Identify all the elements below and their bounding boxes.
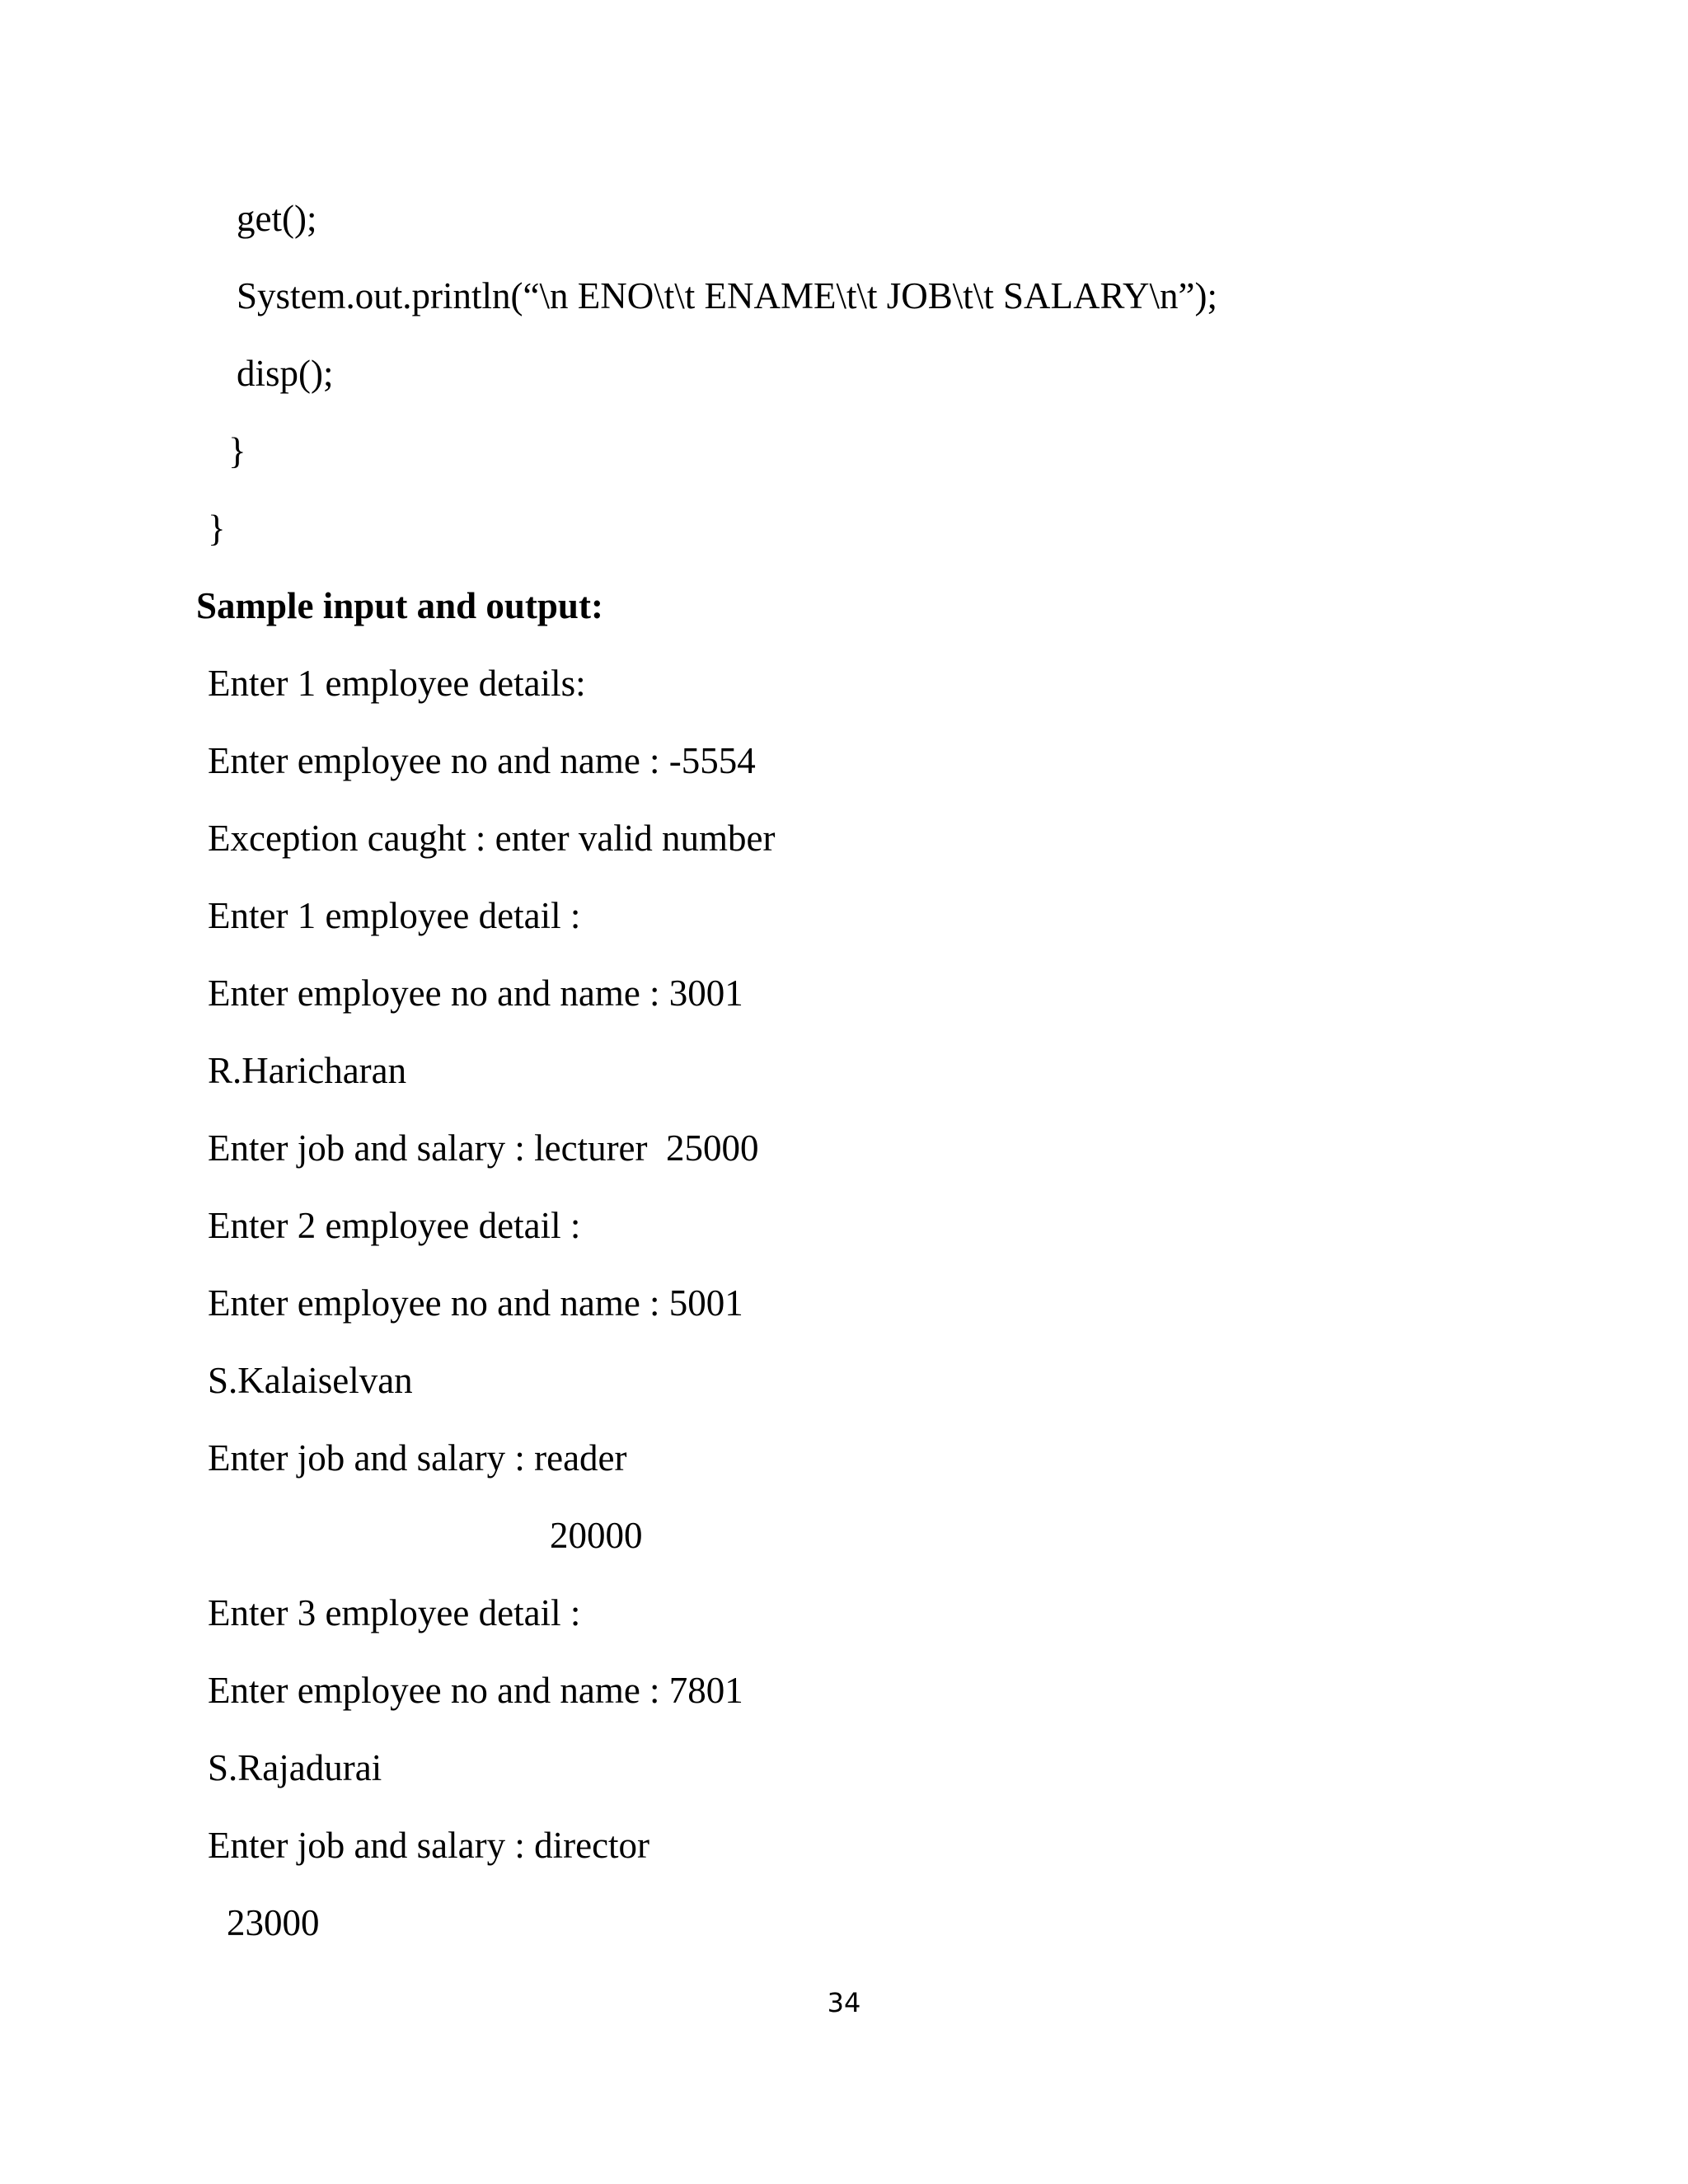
output-line: Enter job and salary : director xyxy=(208,1825,650,1866)
code-line-disp: disp(); xyxy=(237,353,334,394)
output-line: Enter 1 employee details: xyxy=(208,663,586,704)
code-line-println: System.out.println(“\n ENO\t\t ENAME\t\t JOB\t\t SALARY\n”); xyxy=(237,275,1217,316)
page-number: 34 xyxy=(827,1987,861,2018)
output-line: Exception caught : enter valid number xyxy=(208,818,776,859)
code-line-get: get(); xyxy=(237,198,317,239)
output-line: Enter employee no and name : 3001 xyxy=(208,972,743,1014)
section-heading: Sample input and output: xyxy=(196,585,603,626)
output-line-indented: 23000 xyxy=(227,1902,320,1943)
output-line: Enter employee no and name : -5554 xyxy=(208,740,756,781)
output-line: Enter employee no and name : 7801 xyxy=(208,1670,743,1711)
output-line: Enter 1 employee detail : xyxy=(208,895,581,936)
code-inner-brace: } xyxy=(228,430,246,471)
output-line: S.Kalaiselvan xyxy=(208,1360,413,1401)
output-line: S.Rajadurai xyxy=(208,1747,382,1788)
code-outer-brace: } xyxy=(208,508,226,549)
output-line-indented: 20000 xyxy=(550,1515,643,1556)
output-line: Enter employee no and name : 5001 xyxy=(208,1282,743,1324)
output-line: Enter job and salary : lecturer 25000 xyxy=(208,1127,759,1169)
output-line: R.Haricharan xyxy=(208,1050,407,1091)
output-line: Enter 3 employee detail : xyxy=(208,1592,581,1633)
output-line: Enter job and salary : reader xyxy=(208,1437,627,1479)
output-line: Enter 2 employee detail : xyxy=(208,1205,581,1246)
